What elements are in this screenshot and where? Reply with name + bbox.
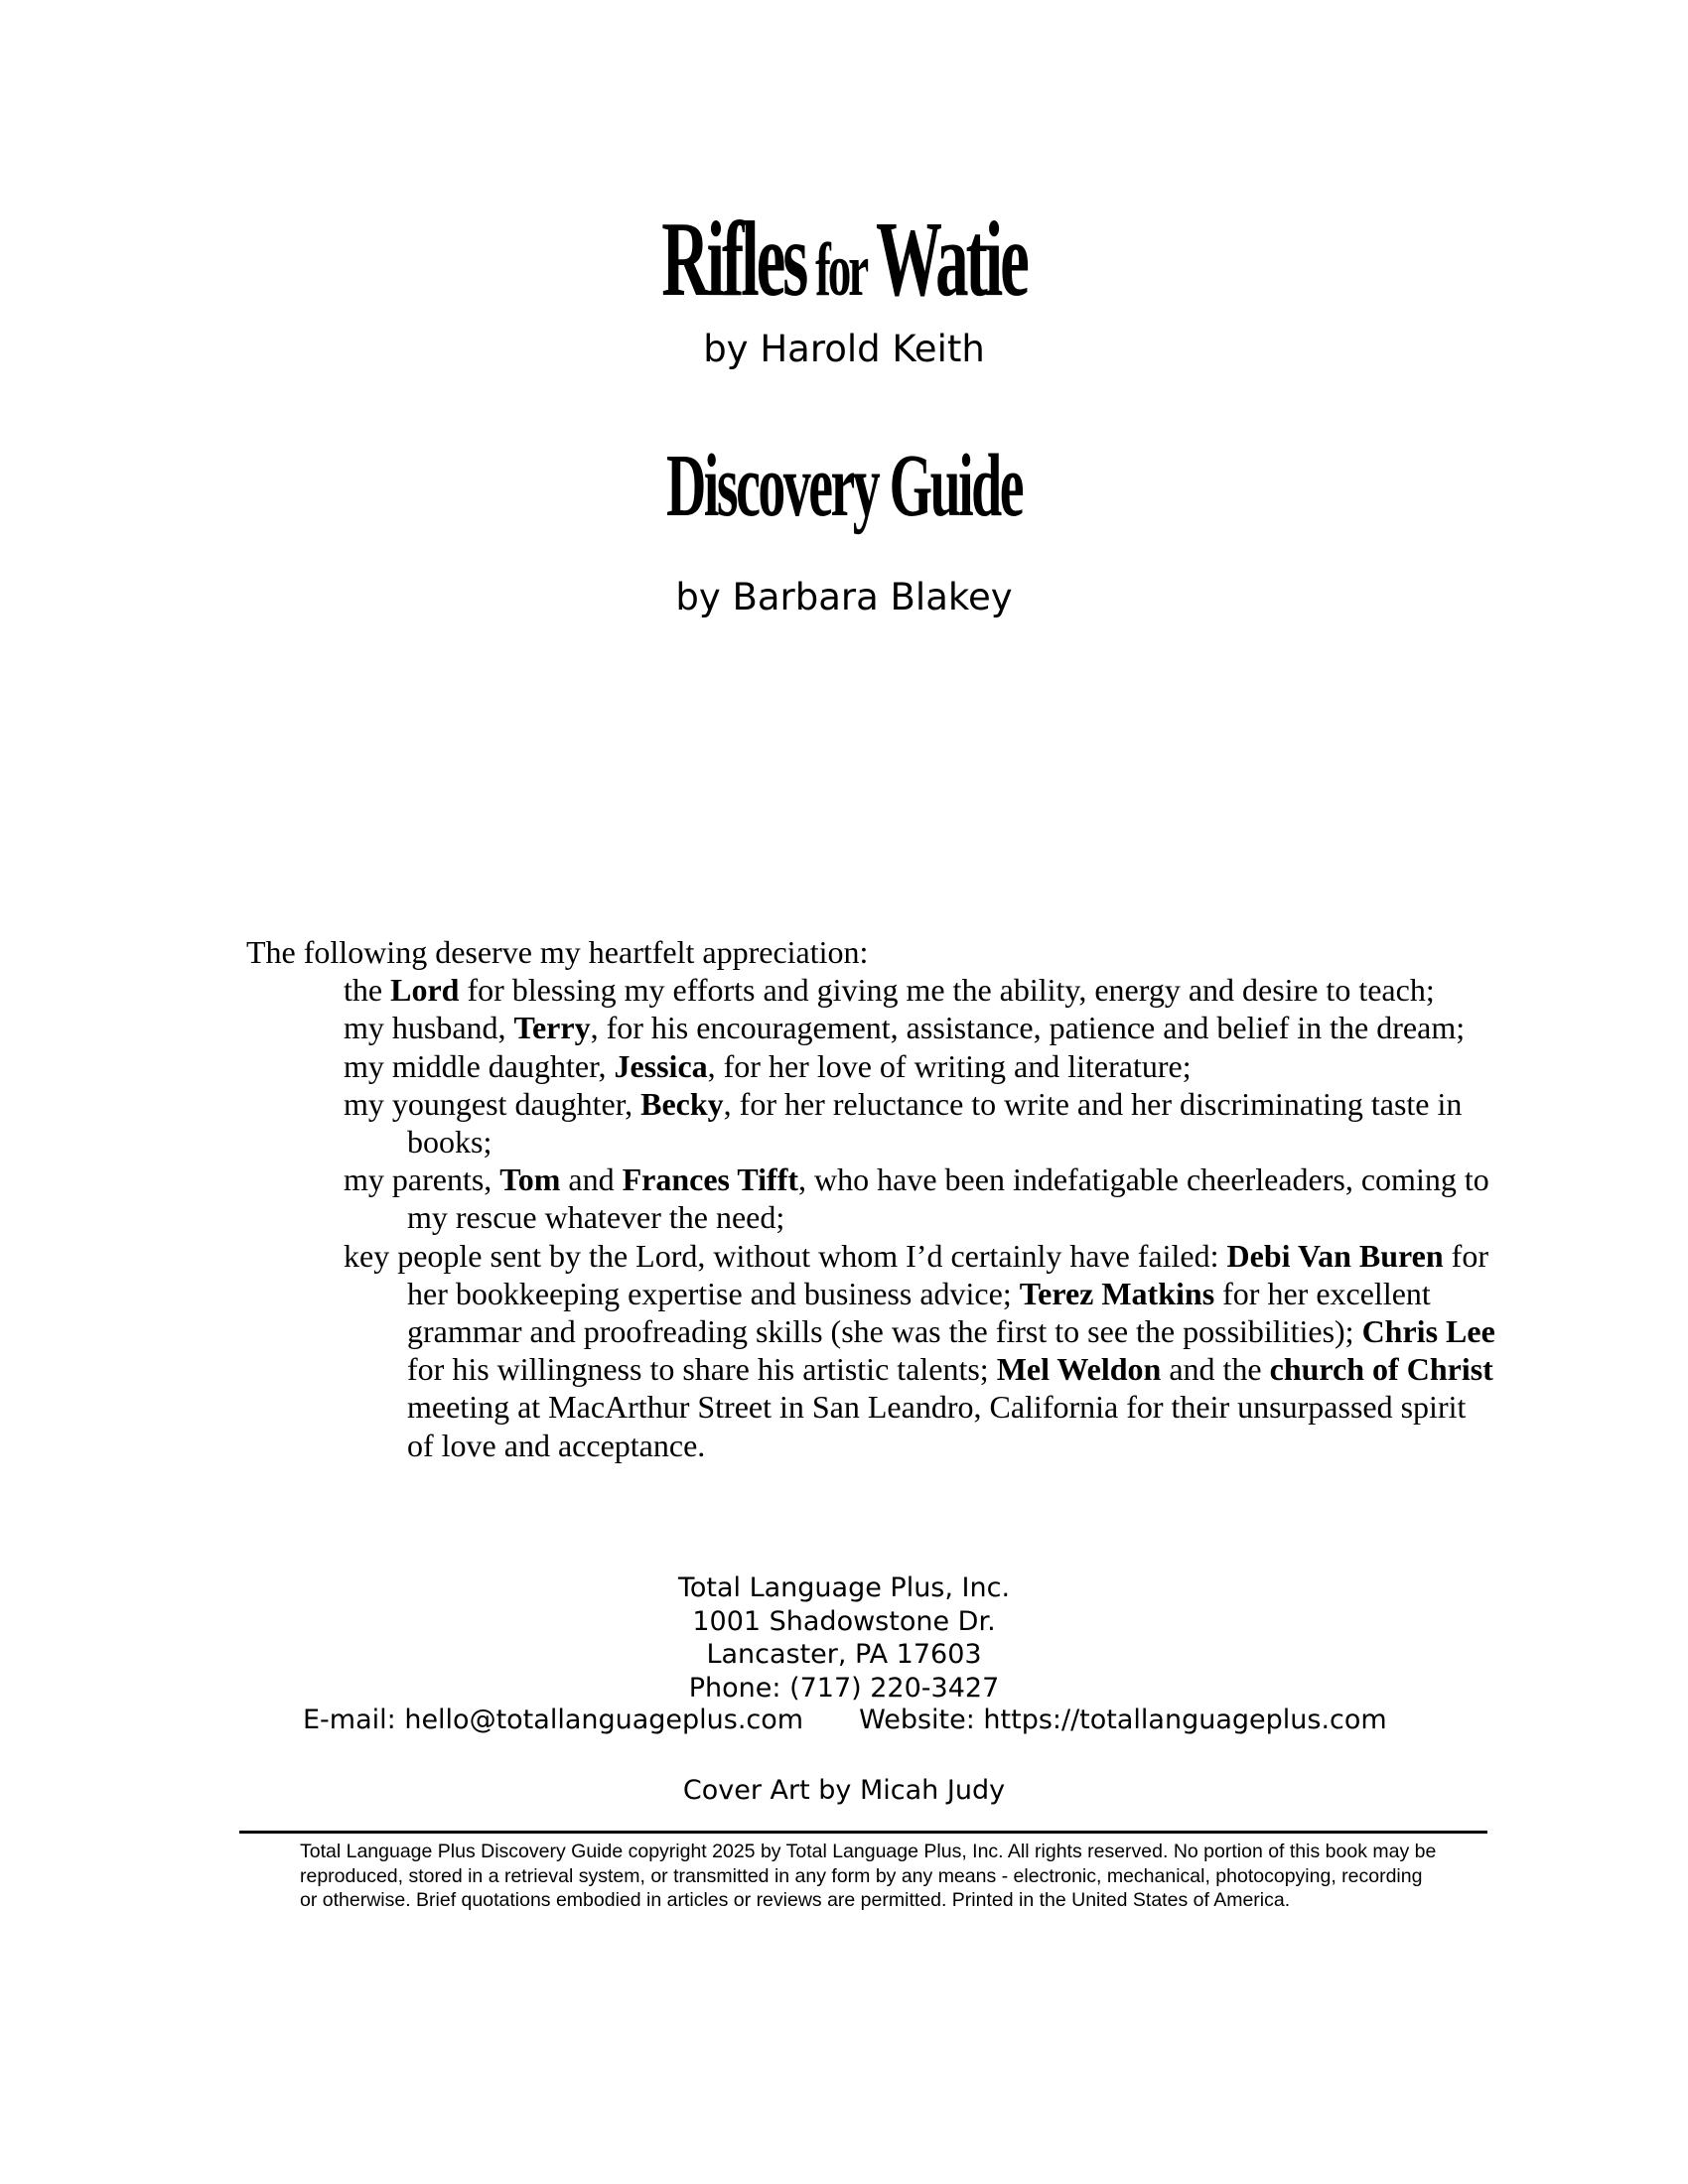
- ack-name: Lord: [390, 972, 460, 1009]
- publisher-email: E-mail: hello@totallanguageplus.com: [303, 1705, 804, 1735]
- ack-item-middle-daughter: my middle daughter, Jessica, for her love of writing and literature;: [344, 1047, 1192, 1084]
- ack-item-husband: my husband, Terry, for his encouragement, assistance, patience and belief in the dream;: [344, 1010, 1466, 1046]
- ack-name: Becky: [640, 1085, 724, 1122]
- ack-item-key-people: key people sent by the Lord, without whom I’d certainly have failed: Debi Van Buren for her bookkeeping expertise and business advice; Terez Matkins for her excellent grammar and proofreading skills (she was the first to see the possibilities); Chris Lee for his willingness to share his artistic talents; Mel Weldon and the church of Christ meeting at MacArthur Street in San Leandro, California for their unsurpassed spirit of love and acceptance.: [344, 1237, 1495, 1463]
- book-title: [321, 201, 1367, 319]
- ack-name: Jessica: [614, 1047, 708, 1084]
- book-title-part3: Watie: [875, 201, 1027, 319]
- guide-author: by Barbara Blakey: [675, 576, 1013, 618]
- cover-art-credit: Cover Art by Micah Judy: [682, 1775, 1006, 1806]
- copyright-notice: Total Language Plus Discovery Guide copyright 2025 by Total Language Plus, Inc. All rights reserved. No portion of this book may be reproduced, stored in a retrieval system, or transmitted in any form by any means - electronic, mechanical, photocopying, recording or otherwise. Brief quotations embodied in articles or reviews are permitted. Printed in the United States of America.: [300, 1841, 1437, 1911]
- publisher-address-line1: 1001 Shadowstone Dr.: [692, 1605, 996, 1637]
- contact-row: [303, 1705, 1415, 1735]
- publisher-website: Website: https://totallanguageplus.com: [859, 1705, 1387, 1735]
- ack-item-parents: my parents, Tom and Frances Tifft, who have been indefatigable cheerleaders, coming to my rescue whatever the need;: [344, 1161, 1489, 1236]
- publisher-address-line2: Lancaster, PA 17603: [706, 1639, 982, 1670]
- guide-title: Discovery Guide: [665, 437, 1023, 535]
- book-author: by Harold Keith: [703, 328, 985, 370]
- acknowledgments: [246, 933, 1497, 1464]
- book-title-part2: for: [815, 228, 867, 312]
- publisher-info: [0, 1571, 1688, 1705]
- book-title-part1: Rifles: [661, 201, 806, 319]
- acknowledgments-intro: The following deserve my heartfelt appreciation:: [246, 934, 869, 970]
- ack-item-lord: the Lord for blessing my efforts and giving me the ability, energy and desire to teach;: [344, 972, 1435, 1009]
- ack-item-youngest-daughter: my youngest daughter, Becky, for her reluctance to write and her discriminating taste in books;: [344, 1085, 1463, 1160]
- ack-name: Terez Matkins: [1019, 1275, 1215, 1311]
- publisher-name: Total Language Plus, Inc.: [677, 1572, 1011, 1603]
- ack-name: Mel Weldon: [996, 1351, 1162, 1388]
- ack-name: Chris Lee: [1361, 1313, 1495, 1350]
- ack-name: church of Christ: [1269, 1351, 1493, 1388]
- footer-divider: [239, 1831, 1487, 1834]
- acknowledgments-list: [246, 971, 1497, 1464]
- ack-name: Terry: [513, 1010, 591, 1046]
- ack-name: Frances Tifft: [622, 1161, 799, 1198]
- ack-name: Tom: [499, 1161, 561, 1198]
- publisher-phone: Phone: (717) 220-3427: [688, 1672, 1000, 1704]
- ack-name: Debi Van Buren: [1226, 1237, 1444, 1274]
